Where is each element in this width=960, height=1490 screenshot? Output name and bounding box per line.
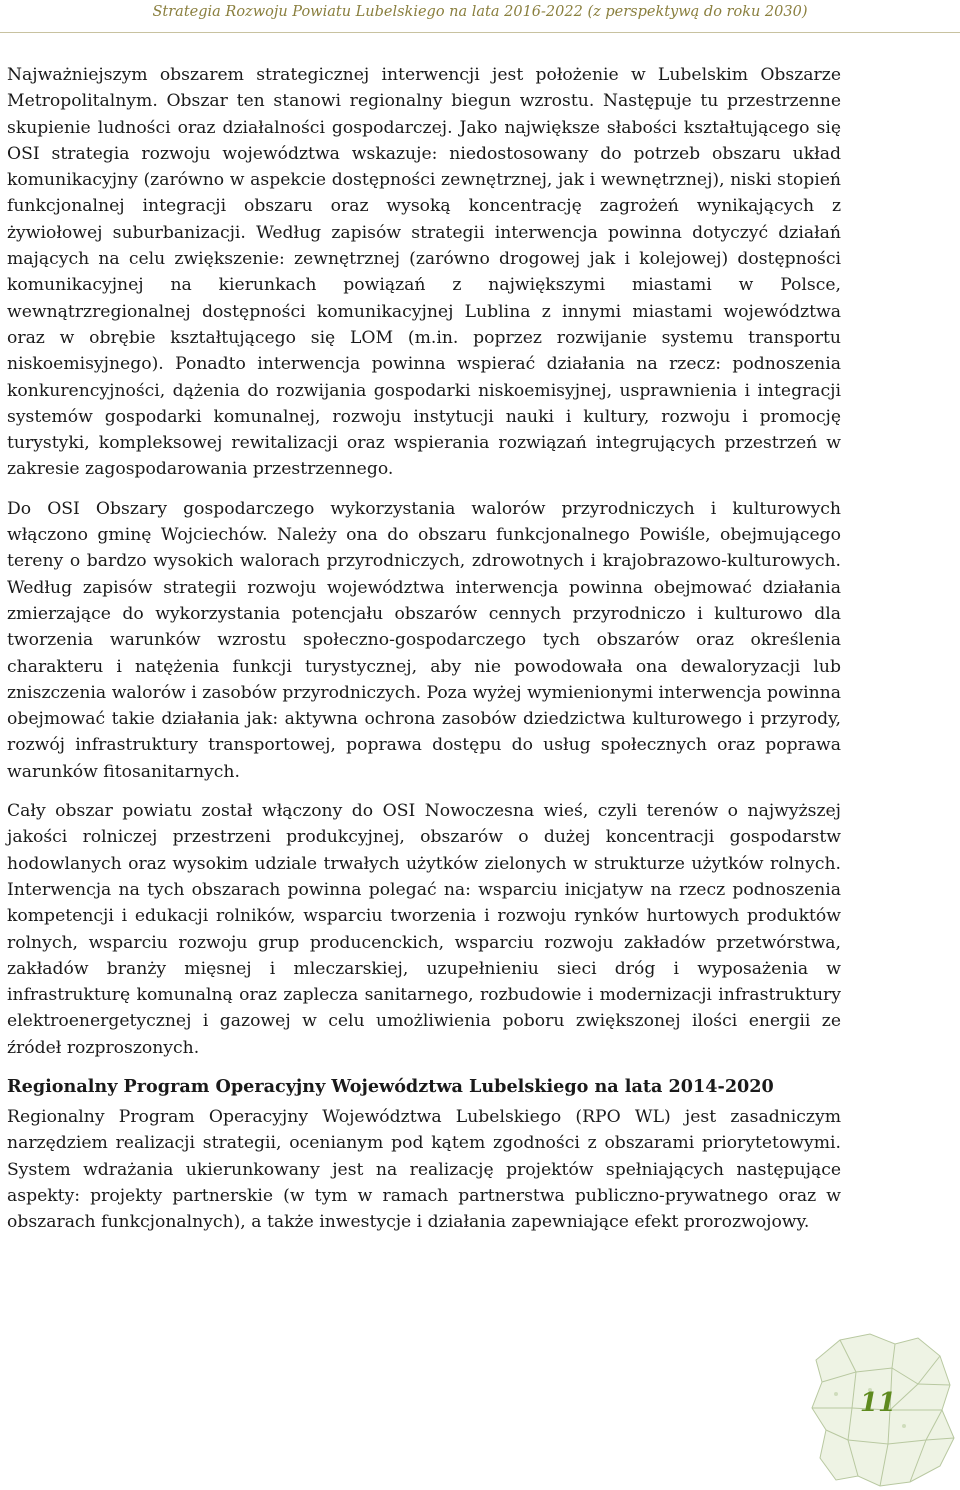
paragraph-rpo: Regionalny Program Operacyjny Województwa Lubelskiego (RPO WL) jest zasadniczym narzędziem realizacji strategii, ocenianym pod kątem zgodności z obszarami priorytetowymi. System wdrażania ukierunkowany jest na realizację projektów spełniających następujące aspekty: projekty partnerskie (w tym w ramach partnerstwa publiczno-prywatnego oraz w obszarach funkcjonalnych), a także inwestycje i działania zapewniające efekt prorozwojowy. bbox=[7, 1106, 841, 1233]
header-divider bbox=[0, 32, 960, 33]
document-body bbox=[7, 62, 841, 1248]
paragraph-lom: Najważniejszym obszarem strategicznej interwencji jest położenie w Lubelskim Obszarze Metropolitalnym. Obszar ten stanowi regionalny biegun wzrostu. Następuje tu przestrzenne skupienie ludności oraz działalności gospodarczej. Jako największe słabości kształtującego się OSI strategia rozwoju województwa wskazuje: niedostosowany do potrzeb obszaru układ komunikacyjny (zarówno w aspekcie dostępności zewnętrznej, jak i wewnętrznej), niski stopień funkcjonalnej integracji obszaru oraz wysoką koncentrację zagrożeń wynikających z żywiołowej suburbanizacji. Według zapisów strategii interwencja powinna dotyczyć działań mających na celu zwiększenie: zewnętrznej (zarówno drogowej jak i kolejowej) dostępności komunikacyjnej na kierunkach powiązań z największymi miastami w Polsce, wewnątrzregionalnej dostępności komunikacyjnej Lublina z innymi miastami województwa oraz w obrębie kształtującego się LOM (m.in. poprzez rozwijanie systemu transportu niskoemisyjnego). Ponadto interwencja powinna wspierać działania na rzecz: podnoszenia konkurencyjności, dążenia do rozwijania gospodarki niskoemisyjnej, usprawnienia i integracji systemów gospodarki komunalnej, rozwoju instytucji nauki i kultury, rozwoju i promocję turystyki, kompleksowej rewitalizacji oraz wspierania rozwiązań integrujących przestrzeń w zakresie zagospodarowania przestrzennego. bbox=[7, 65, 841, 480]
section-heading-rpo: Regionalny Program Operacyjny Województwa Lubelskiego na lata 2014-2020 bbox=[7, 1075, 774, 1097]
page-number: 11 bbox=[859, 1388, 897, 1418]
paragraph-nowoczesna-wies: Cały obszar powiatu został włączony do OSI Nowoczesna wieś, czyli terenów o najwyższej jakości rolniczej przestrzeni produkcyjnej, obszarów o dużej koncentracji gospodarstw hodowlanych oraz wysokim udziale trwałych użytków zielonych w strukturze użytków rolnych. Interwencja na tych obszarach powinna polegać na: wsparciu inicjatyw na rzecz podnoszenia kompetencji i edukacji rolników, wsparciu tworzenia i rozwoju rynków hurtowych produktów rolnych, wsparciu rozwoju grup producenckich, wsparciu rozwoju zakładów przetwórstwa, zakładów branży mięsnej i mleczarskiej, uzupełnieniu sieci dróg i wyposażenia w infrastrukturę komunalną oraz zaplecza sanitarnego, rozbudowie i modernizacji infrastruktury elektroenergetycznej i gazowej w celu umożliwienia poboru zwiększonej ilości energii ze źródeł rozproszonych. bbox=[7, 801, 841, 1058]
running-header: Strategia Rozwoju Powiatu Lubelskiego na lata 2016-2022 (z perspektywą do roku 2030) bbox=[152, 4, 808, 20]
paragraph-wojciechow: Do OSI Obszary gospodarczego wykorzystania walorów przyrodniczych i kulturowych włączono gminę Wojciechów. Należy ona do obszaru funkcjonalnego Powiśle, obejmującego tereny o bardzo wysokich walorach przyrodniczych, zdrowotnych i krajobrazowo-kulturowych. Według zapisów strategii rozwoju województwa interwencja powinna obejmować działania zmierzające do wykorzystania potencjału obszarów cennych przyrodniczo i kulturowo dla tworzenia warunków wzrostu społeczno-gospodarczego tych obszarów oraz określenia charakteru i natężenia funkcji turystycznej, aby nie powodowała ona dewaloryzacji lub zniszczenia walorów i zasobów przyrodniczych. Poza wyżej wymienionymi interwencja powinna obejmować takie działania jak: aktywna ochrona zasobów dziedzictwa kulturowego i przyrody, rozwój infrastruktury transportowej, poprawa dostępu do usług społecznych oraz poprawa warunków fitosanitarnych. bbox=[7, 498, 841, 782]
